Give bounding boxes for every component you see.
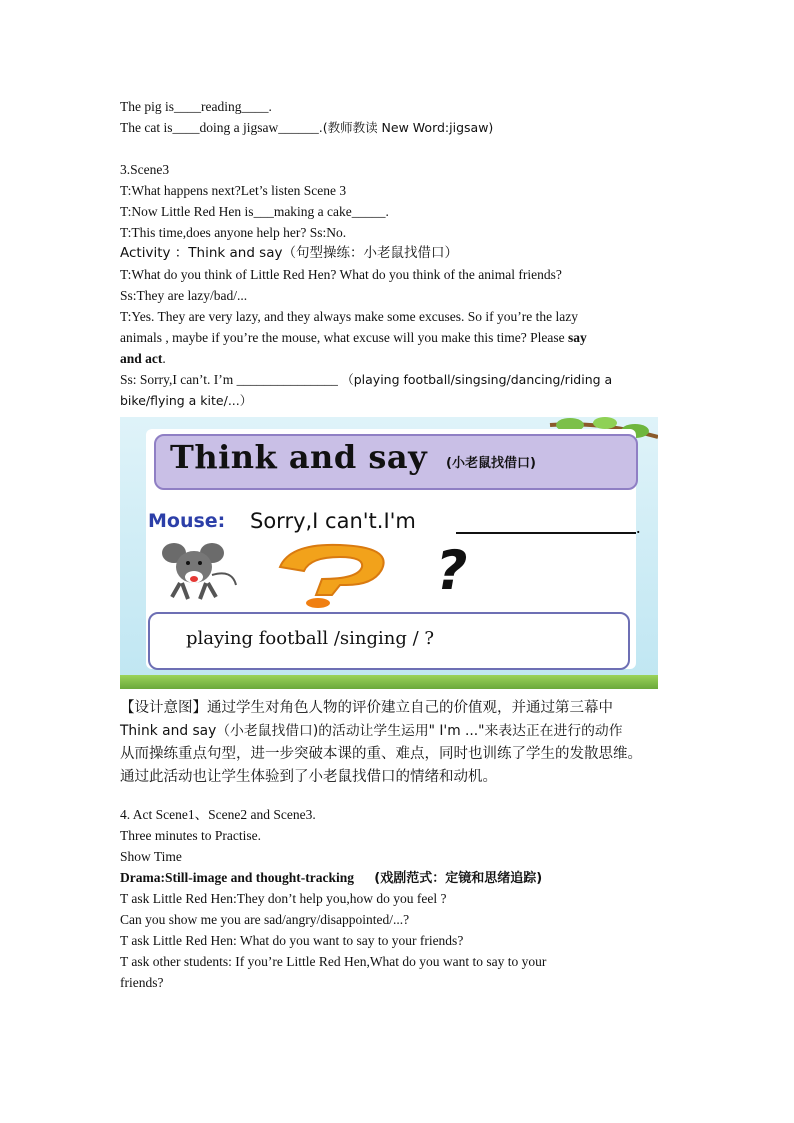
t-ask-1-line: T ask Little Red Hen:They don’t help you,how do you feel ? (120, 891, 447, 906)
mouse-icon (160, 539, 240, 603)
animals-line (120, 329, 676, 347)
ss-sorry-line (120, 371, 676, 389)
ss-sorry-suffix: （playing football/singsing/dancing/riding a (341, 372, 613, 387)
t-this-line: T:This time,does anyone help her? Ss:No. (120, 225, 347, 240)
pig-answer: ____reading____ (174, 99, 269, 114)
t-now-prefix: T:Now Little Red Hen is (120, 204, 254, 219)
slide-title-sub: (小老鼠找借口) (446, 456, 536, 471)
scene3-heading: 3.Scene3 (120, 162, 170, 177)
design-line-4: 通过此活动也让学生体验到了小老鼠找借口的情绪和动机。 (120, 769, 497, 785)
animals-bold: say (568, 330, 587, 345)
friends-line: friends? (120, 975, 164, 990)
act-scenes-line: 4. Act Scene1、Scene2 and Scene3. (120, 807, 316, 822)
cat-prefix: The cat is (120, 120, 173, 135)
can-you-line: Can you show me you are sad/angry/disappointed/...? (120, 912, 410, 927)
t-ask-3-line: T ask other students: If you’re Little Red Hen,What do you want to say to your (120, 954, 547, 969)
and-act-bold: and act (120, 351, 163, 366)
question-mark-icon: ? (430, 539, 473, 602)
answer-blank-line (456, 532, 636, 534)
t-now-suffix: . (385, 204, 389, 219)
pig-prefix: The pig is (120, 99, 174, 114)
t-next-line: T:What happens next?Let’s listen Scene 3 (120, 183, 347, 198)
t-now-line (120, 203, 676, 221)
activity-line: Activity ：Think and say（句型操练：小老鼠找借口） (120, 245, 458, 261)
drama-title: Drama:Still-image and thought-tracking (120, 870, 354, 885)
three-minutes-line: Three minutes to Practise. (120, 828, 261, 843)
drama-cn: (戏剧范式：定镜和思绪追踪) (374, 871, 543, 886)
think-and-say-slide (120, 417, 658, 689)
ss-lazy-line: Ss:They are lazy/bad/... (120, 288, 248, 303)
t-ask-2-line: T ask Little Red Hen: What do you want to say to your friends? (120, 933, 464, 948)
question-mark-3d-icon (270, 539, 400, 609)
slide-title-box (154, 434, 638, 490)
design-line-2: Think and say（小老鼠找借口)的活动让学生运用" I'm ..."来表达正在进行的动作 (120, 723, 623, 739)
design-line-3: 从而操练重点句型，进一步突破本课的重、难点，同时也训练了学生的发散思维。 (120, 746, 642, 762)
and-act-suffix: . (162, 351, 166, 366)
cat-line (120, 119, 676, 137)
answer-box (148, 612, 630, 670)
t-what-line: T:What do you think of Little Red Hen? What do you think of the animal friends? (120, 267, 562, 282)
mouse-label: Mouse: (148, 510, 226, 532)
ss-sorry-blank: _______________ (236, 372, 338, 387)
grass-strip (120, 675, 658, 689)
slide-title: Think and say (170, 438, 428, 476)
animals-prefix: animals , maybe if you’re the mouse, what excuse will you make this time? Please (120, 330, 565, 345)
cat-answer: ____doing a jigsaw______ (172, 120, 319, 135)
t-yes-line: T:Yes. They are very lazy, and they always make some excuses. So if you’re the lazy (120, 309, 578, 324)
pig-line (120, 98, 676, 116)
pig-suffix: . (268, 99, 272, 114)
t-now-answer: ___making a cake_____ (253, 204, 386, 219)
drama-line (120, 869, 676, 888)
bike-line: bike/flying a kite/...） (120, 393, 253, 408)
cat-suffix: .(教师教读 New Word:jigsaw) (318, 120, 494, 135)
show-time-line: Show Time (120, 849, 182, 864)
sentence-dot: . (636, 517, 641, 537)
design-line-1: 【设计意图】通过学生对角色人物的评价建立自己的价值观，并通过第三幕中 (120, 700, 613, 716)
answer-options: playing football /singing / ? (186, 628, 435, 649)
mouse-sentence: Sorry,I can't.I'm (250, 509, 416, 533)
and-act-line (120, 350, 676, 368)
ss-sorry-prefix: Ss: Sorry,I can’t. I’m (120, 372, 234, 387)
